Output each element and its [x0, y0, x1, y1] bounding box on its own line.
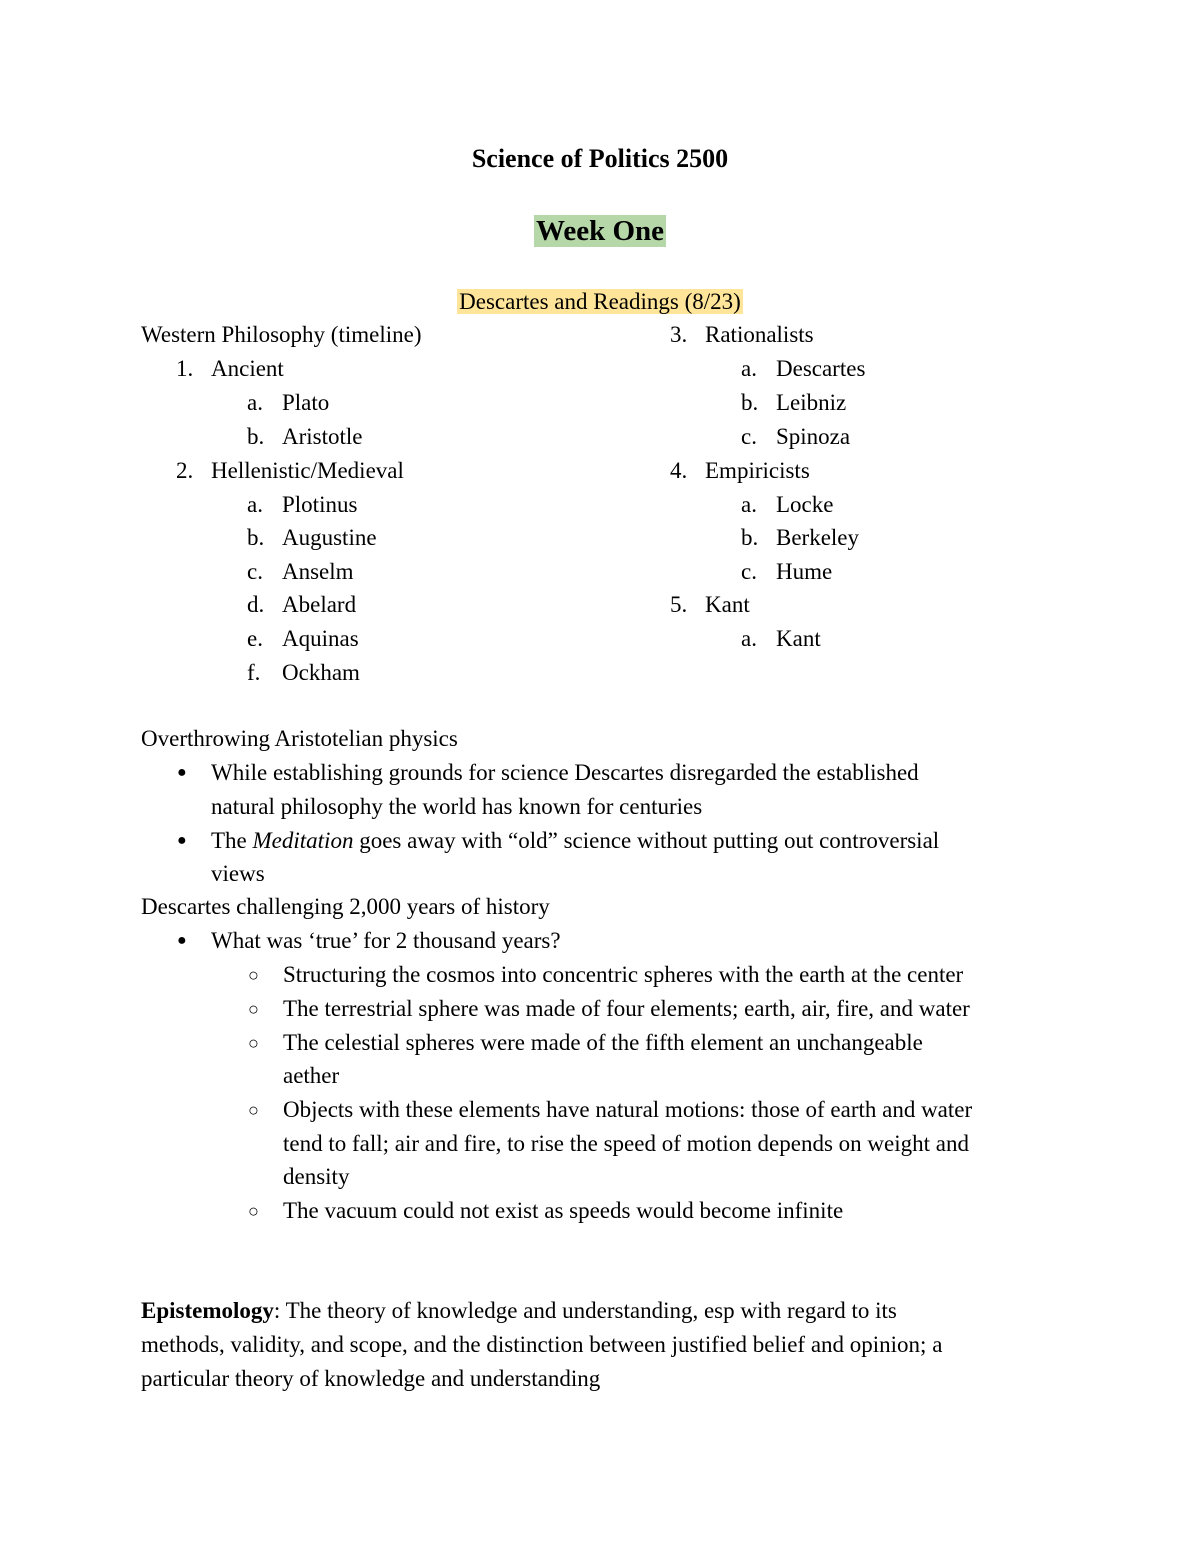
- list-item: Augustine: [282, 525, 377, 550]
- list-number: 5.: [670, 592, 688, 617]
- bullet-text: What was ‘true’ for 2 thousand years?: [211, 928, 561, 953]
- bullet-text-continued: views: [211, 861, 265, 886]
- list-number: 2.: [176, 458, 194, 483]
- list-marker: c.: [741, 559, 757, 584]
- definition-text-continued: particular theory of knowledge and understanding: [141, 1366, 601, 1391]
- sub-bullet-text: Objects with these elements have natural motions: those of earth and water: [283, 1097, 973, 1122]
- bullet-text-continued: natural philosophy the world has known for centuries: [211, 794, 703, 819]
- list-number: 3.: [670, 322, 688, 347]
- bullet-icon: ●: [177, 932, 187, 949]
- bullet-text: While establishing grounds for science Descartes disregarded the established: [211, 760, 919, 785]
- list-item: Spinoza: [776, 424, 851, 449]
- list-marker: a.: [741, 356, 757, 381]
- list-item: Anselm: [282, 559, 354, 584]
- definition-text-continued: methods, validity, and scope, and the distinction between justified belief and opinion; a: [141, 1332, 943, 1357]
- physics-heading: Overthrowing Aristotelian physics: [141, 726, 458, 751]
- list-item: Plotinus: [282, 492, 358, 517]
- circle-bullet-icon: ○: [248, 999, 259, 1019]
- list-marker: d.: [247, 592, 265, 617]
- period-kant: Kant: [705, 592, 750, 617]
- timeline-heading: Western Philosophy (timeline): [141, 322, 422, 347]
- page-title: Science of Politics 2500: [471, 144, 729, 173]
- circle-bullet-icon: ○: [248, 965, 259, 985]
- list-marker: b.: [247, 424, 265, 449]
- sub-bullet-text-continued: density: [283, 1164, 350, 1189]
- bullet-icon: ●: [177, 832, 187, 849]
- list-marker: c.: [247, 559, 263, 584]
- list-item: Aristotle: [282, 424, 363, 449]
- list-marker: a.: [247, 390, 263, 415]
- circle-bullet-icon: ○: [248, 1033, 259, 1053]
- period-hellenistic: Hellenistic/Medieval: [211, 458, 404, 483]
- week-heading: Week One: [535, 215, 665, 247]
- list-marker: a.: [741, 492, 757, 517]
- sub-bullet-text: The celestial spheres were made of the fifth element an unchangeable: [283, 1030, 923, 1055]
- list-item: Abelard: [282, 592, 357, 617]
- period-rationalists: Rationalists: [705, 322, 814, 347]
- sub-bullet-text: The terrestrial sphere was made of four elements; earth, air, fire, and water: [283, 996, 970, 1021]
- sub-bullet-text: The vacuum could not exist as speeds would become infinite: [283, 1198, 844, 1223]
- list-item: Locke: [776, 492, 834, 517]
- meditation-title: Meditation: [252, 828, 354, 853]
- epistemology-term: Epistemology: [141, 1298, 274, 1323]
- list-marker: a.: [247, 492, 263, 517]
- list-number: 1.: [176, 356, 194, 381]
- period-ancient: Ancient: [211, 356, 284, 381]
- list-marker: b.: [741, 525, 759, 550]
- period-empiricists: Empiricists: [705, 458, 810, 483]
- circle-bullet-icon: ○: [248, 1100, 259, 1120]
- list-marker: f.: [247, 660, 261, 685]
- list-item: Berkeley: [776, 525, 860, 550]
- list-item: Hume: [776, 559, 833, 584]
- epistemology-definition: Epistemology: The theory of knowledge and understanding, esp with regard to its: [141, 1298, 897, 1323]
- list-marker: b.: [741, 390, 759, 415]
- bullet-icon: ●: [177, 764, 187, 781]
- history-heading: Descartes challenging 2,000 years of history: [141, 894, 550, 919]
- list-item: Descartes: [776, 356, 866, 381]
- list-item: Kant: [776, 626, 821, 651]
- circle-bullet-icon: ○: [248, 1201, 259, 1221]
- list-marker: b.: [247, 525, 265, 550]
- list-item: Plato: [282, 390, 330, 415]
- sub-bullet-text-continued: aether: [283, 1063, 340, 1088]
- sub-bullet-text: Structuring the cosmos into concentric spheres with the earth at the center: [283, 962, 964, 987]
- bullet-text: The Meditation goes away with “old” science without putting out controversial: [211, 828, 940, 853]
- list-item: Aquinas: [282, 626, 359, 651]
- list-marker: e.: [247, 626, 263, 651]
- list-item: Leibniz: [776, 390, 847, 415]
- sub-bullet-text-continued: tend to fall; air and fire, to rise the speed of motion depends on weight and: [283, 1131, 969, 1156]
- list-marker: a.: [741, 626, 757, 651]
- list-marker: c.: [741, 424, 757, 449]
- list-item: Ockham: [282, 660, 360, 685]
- section-subtitle: Descartes and Readings (8/23): [459, 289, 741, 314]
- list-number: 4.: [670, 458, 688, 483]
